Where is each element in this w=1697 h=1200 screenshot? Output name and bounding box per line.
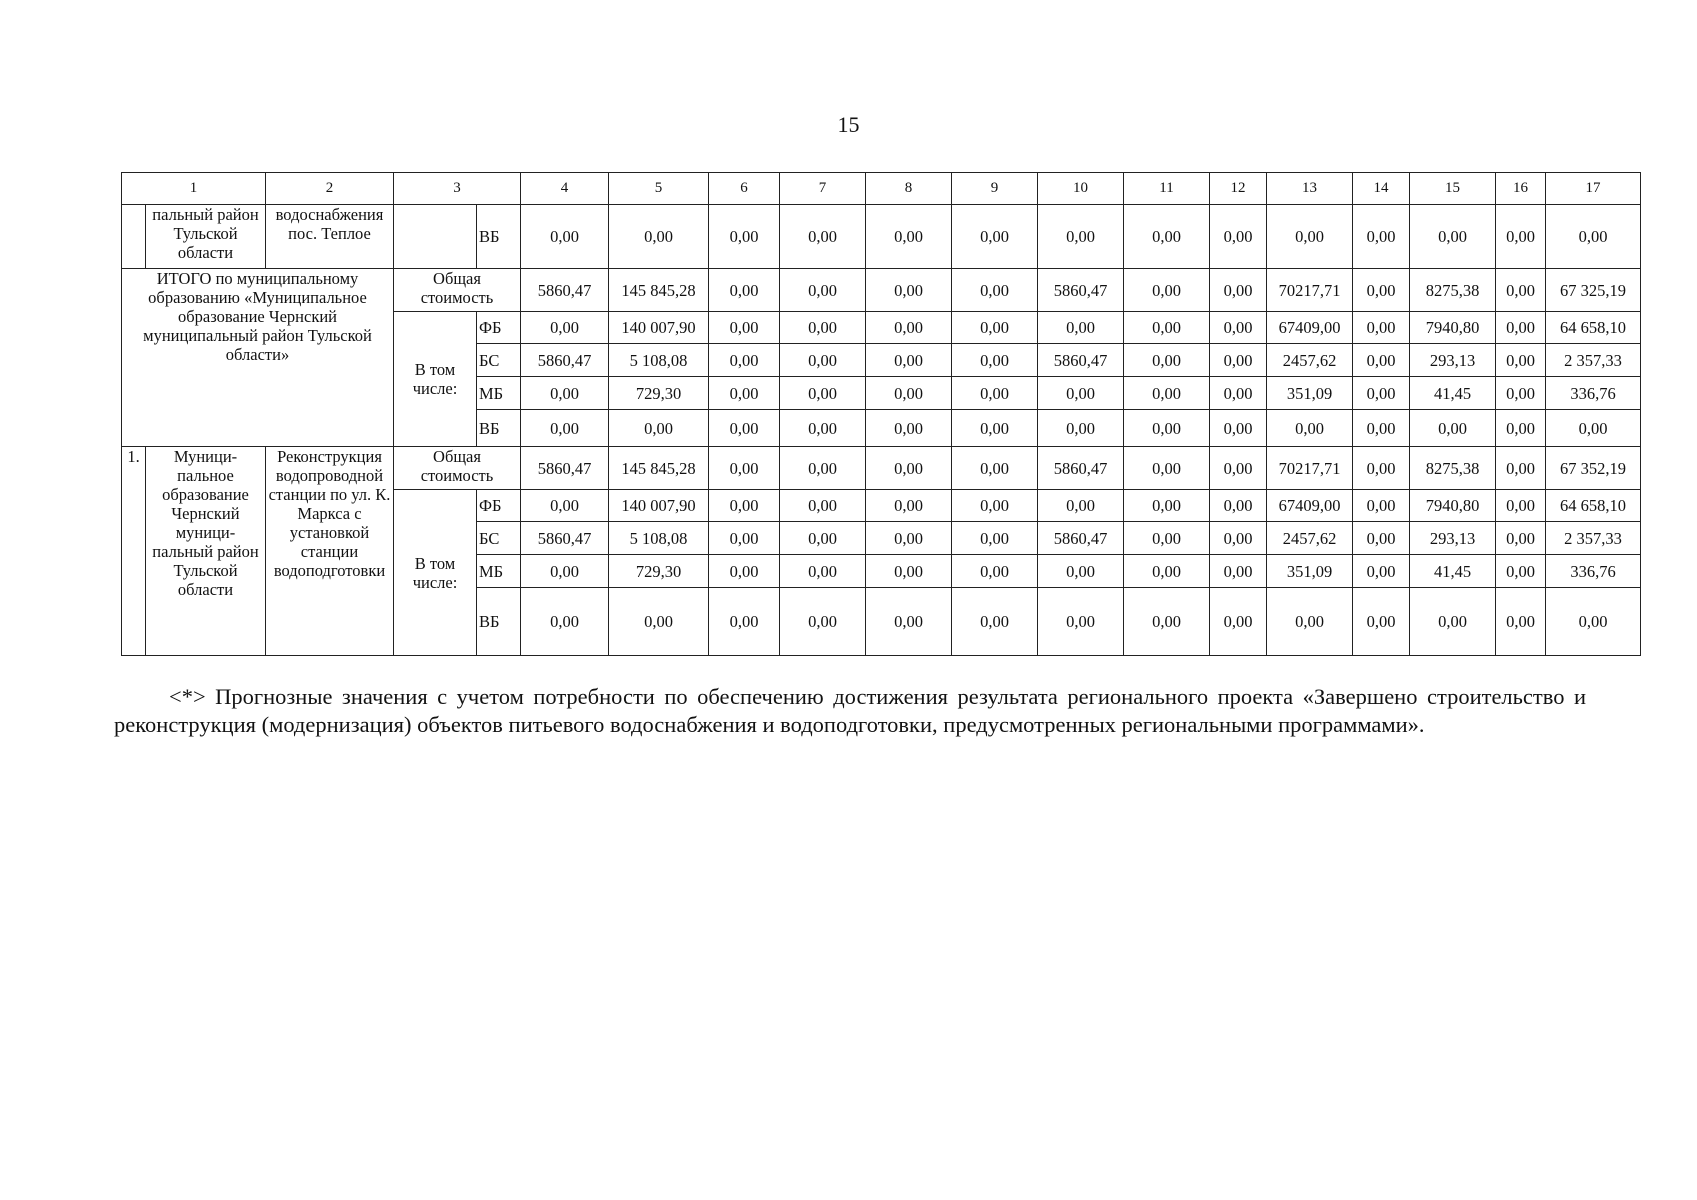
header-cell: 13 <box>1267 173 1353 205</box>
value-cell: 0,00 <box>1410 205 1496 269</box>
value-cell: 0,00 <box>609 205 709 269</box>
value-cell: 5860,47 <box>1038 522 1124 555</box>
value-cell: 0,00 <box>780 205 866 269</box>
value-cell: 0,00 <box>866 377 952 410</box>
header-cell: 7 <box>780 173 866 205</box>
value-cell: 0,00 <box>952 447 1038 490</box>
value-cell: 0,00 <box>521 555 609 588</box>
value-cell: 0,00 <box>1267 410 1353 447</box>
value-cell: 0,00 <box>1124 490 1210 522</box>
value-cell: 0,00 <box>1210 312 1267 344</box>
value-cell: 5860,47 <box>521 344 609 377</box>
value-cell: 0,00 <box>780 312 866 344</box>
value-cell: 0,00 <box>1496 490 1546 522</box>
source-cell: ВБ <box>477 588 521 656</box>
header-cell: 15 <box>1410 173 1496 205</box>
value-cell: 5860,47 <box>521 522 609 555</box>
value-cell: 5860,47 <box>1038 344 1124 377</box>
source-cell: ВБ <box>477 410 521 447</box>
table-row <box>122 447 1641 490</box>
object-cell: водоснабжения пос. Теплое <box>266 205 394 269</box>
value-cell: 0,00 <box>952 555 1038 588</box>
value-cell: 0,00 <box>1038 490 1124 522</box>
value-cell: 0,00 <box>1210 447 1267 490</box>
value-cell: 0,00 <box>1124 269 1210 312</box>
value-cell: 0,00 <box>780 447 866 490</box>
header-cell: 9 <box>952 173 1038 205</box>
value-cell: 0,00 <box>1353 555 1410 588</box>
value-cell: 0,00 <box>709 344 780 377</box>
value-cell: 0,00 <box>952 377 1038 410</box>
header-cell: 2 <box>266 173 394 205</box>
value-cell: 0,00 <box>1496 344 1546 377</box>
value-cell: 2457,62 <box>1267 344 1353 377</box>
value-cell: 67 352,19 <box>1546 447 1641 490</box>
source-cell: ФБ <box>477 312 521 344</box>
value-cell: 0,00 <box>1124 555 1210 588</box>
value-cell: 0,00 <box>780 490 866 522</box>
value-cell: 0,00 <box>1546 205 1641 269</box>
value-cell: 8275,38 <box>1410 269 1496 312</box>
value-cell: 0,00 <box>1124 447 1210 490</box>
value-cell: 0,00 <box>866 522 952 555</box>
value-cell: 0,00 <box>1353 522 1410 555</box>
value-cell: 0,00 <box>952 522 1038 555</box>
header-cell: 6 <box>709 173 780 205</box>
value-cell: 0,00 <box>1124 312 1210 344</box>
value-cell: 5860,47 <box>1038 269 1124 312</box>
value-cell: 0,00 <box>1210 344 1267 377</box>
header-cell: 1 <box>122 173 266 205</box>
value-cell: 0,00 <box>1496 269 1546 312</box>
value-cell: 0,00 <box>609 410 709 447</box>
value-cell: 0,00 <box>1210 555 1267 588</box>
value-cell: 0,00 <box>1038 205 1124 269</box>
value-cell: 0,00 <box>521 588 609 656</box>
value-cell: 0,00 <box>1496 410 1546 447</box>
value-cell: 0,00 <box>780 377 866 410</box>
value-cell: 0,00 <box>709 555 780 588</box>
value-cell: 0,00 <box>1353 205 1410 269</box>
value-cell: 336,76 <box>1546 377 1641 410</box>
source-cell: ВБ <box>477 205 521 269</box>
value-cell: 0,00 <box>1353 588 1410 656</box>
value-cell: 0,00 <box>1410 588 1496 656</box>
value-cell: 145 845,28 <box>609 447 709 490</box>
value-cell: 0,00 <box>1124 205 1210 269</box>
header-cell: 3 <box>394 173 521 205</box>
value-cell: 0,00 <box>866 344 952 377</box>
municipality-cell: Муници-пальное образование Чернский муници-пальный район Тульской области <box>146 447 266 656</box>
header-cell: 8 <box>866 173 952 205</box>
total-label-cell: Общая стоимость <box>394 447 521 490</box>
table-row <box>122 205 1641 269</box>
value-cell: 293,13 <box>1410 344 1496 377</box>
including-label-cell: В том числе: <box>394 490 477 656</box>
value-cell: 5860,47 <box>1038 447 1124 490</box>
page-number: 15 <box>837 112 860 137</box>
value-cell: 0,00 <box>1038 555 1124 588</box>
value-cell: 0,00 <box>1038 588 1124 656</box>
value-cell: 0,00 <box>866 490 952 522</box>
value-cell: 0,00 <box>952 410 1038 447</box>
value-cell: 0,00 <box>1496 555 1546 588</box>
value-cell: 351,09 <box>1267 555 1353 588</box>
object-cell: Реконструкция водопроводной станции по ул. К. Маркса с установкой станции водоподготовки <box>266 447 394 656</box>
financing-table <box>121 172 1641 656</box>
value-cell: 0,00 <box>780 269 866 312</box>
value-cell: 0,00 <box>1210 588 1267 656</box>
value-cell: 0,00 <box>1353 269 1410 312</box>
value-cell: 2457,62 <box>1267 522 1353 555</box>
value-cell: 0,00 <box>1210 410 1267 447</box>
value-cell: 0,00 <box>709 269 780 312</box>
empty-cell <box>394 205 477 269</box>
value-cell: 67 325,19 <box>1546 269 1641 312</box>
value-cell: 41,45 <box>1410 377 1496 410</box>
header-row <box>122 173 1641 205</box>
value-cell: 336,76 <box>1546 555 1641 588</box>
value-cell: 0,00 <box>1353 447 1410 490</box>
value-cell: 0,00 <box>1210 377 1267 410</box>
value-cell: 0,00 <box>1353 490 1410 522</box>
value-cell: 0,00 <box>1124 344 1210 377</box>
header-cell: 17 <box>1546 173 1641 205</box>
value-cell: 70217,71 <box>1267 447 1353 490</box>
value-cell: 0,00 <box>1496 588 1546 656</box>
value-cell: 0,00 <box>709 410 780 447</box>
source-cell: БС <box>477 522 521 555</box>
value-cell: 0,00 <box>709 377 780 410</box>
row-number-cell: 1. <box>122 447 146 656</box>
table-row <box>122 269 1641 312</box>
value-cell: 0,00 <box>709 447 780 490</box>
value-cell: 0,00 <box>1496 312 1546 344</box>
footnote: <*> Прогнозные значения с учетом потребности по обеспечению достижения результата регионального проекта «Завершено строительство и реконструкция (модернизация) объектов питьевого водоснабжения и водоподготовки, предусмотренных региональными программами». <box>114 684 1586 737</box>
header-cell: 14 <box>1353 173 1410 205</box>
value-cell: 0,00 <box>521 312 609 344</box>
value-cell: 2 357,33 <box>1546 522 1641 555</box>
value-cell: 0,00 <box>1496 447 1546 490</box>
value-cell: 0,00 <box>709 522 780 555</box>
value-cell: 0,00 <box>866 410 952 447</box>
value-cell: 351,09 <box>1267 377 1353 410</box>
source-cell: ФБ <box>477 490 521 522</box>
header-cell: 11 <box>1124 173 1210 205</box>
value-cell: 0,00 <box>709 205 780 269</box>
value-cell: 0,00 <box>521 205 609 269</box>
value-cell: 140 007,90 <box>609 312 709 344</box>
including-label-cell: В том числе: <box>394 312 477 447</box>
value-cell: 5 108,08 <box>609 344 709 377</box>
header-cell: 16 <box>1496 173 1546 205</box>
value-cell: 0,00 <box>521 377 609 410</box>
value-cell: 0,00 <box>952 205 1038 269</box>
value-cell: 0,00 <box>952 344 1038 377</box>
value-cell: 0,00 <box>609 588 709 656</box>
value-cell: 140 007,90 <box>609 490 709 522</box>
value-cell: 145 845,28 <box>609 269 709 312</box>
value-cell: 0,00 <box>1496 377 1546 410</box>
value-cell: 70217,71 <box>1267 269 1353 312</box>
value-cell: 2 357,33 <box>1546 344 1641 377</box>
value-cell: 0,00 <box>521 490 609 522</box>
value-cell: 0,00 <box>866 588 952 656</box>
header-cell: 5 <box>609 173 709 205</box>
value-cell: 0,00 <box>1210 205 1267 269</box>
value-cell: 0,00 <box>1124 522 1210 555</box>
value-cell: 64 658,10 <box>1546 312 1641 344</box>
value-cell: 0,00 <box>1210 522 1267 555</box>
value-cell: 0,00 <box>709 490 780 522</box>
value-cell: 7940,80 <box>1410 312 1496 344</box>
value-cell: 729,30 <box>609 555 709 588</box>
value-cell: 0,00 <box>1267 588 1353 656</box>
value-cell: 67409,00 <box>1267 312 1353 344</box>
value-cell: 0,00 <box>1124 410 1210 447</box>
value-cell: 0,00 <box>1038 377 1124 410</box>
total-label-cell: Общая стоимость <box>394 269 521 312</box>
value-cell: 0,00 <box>866 447 952 490</box>
value-cell: 5860,47 <box>521 447 609 490</box>
municipality-cell: пальный район Тульской области <box>146 205 266 269</box>
source-cell: МБ <box>477 377 521 410</box>
value-cell: 0,00 <box>952 269 1038 312</box>
value-cell: 0,00 <box>521 410 609 447</box>
value-cell: 7940,80 <box>1410 490 1496 522</box>
value-cell: 0,00 <box>952 312 1038 344</box>
value-cell: 67409,00 <box>1267 490 1353 522</box>
row-number-cell <box>122 205 146 269</box>
value-cell: 0,00 <box>866 555 952 588</box>
source-cell: МБ <box>477 555 521 588</box>
value-cell: 0,00 <box>1353 377 1410 410</box>
value-cell: 0,00 <box>780 522 866 555</box>
value-cell: 0,00 <box>952 490 1038 522</box>
value-cell: 0,00 <box>1546 588 1641 656</box>
value-cell: 5860,47 <box>521 269 609 312</box>
value-cell: 5 108,08 <box>609 522 709 555</box>
value-cell: 0,00 <box>1210 269 1267 312</box>
value-cell: 0,00 <box>709 312 780 344</box>
value-cell: 0,00 <box>780 344 866 377</box>
value-cell: 0,00 <box>866 312 952 344</box>
value-cell: 0,00 <box>1496 522 1546 555</box>
value-cell: 0,00 <box>709 588 780 656</box>
value-cell: 0,00 <box>866 205 952 269</box>
value-cell: 0,00 <box>780 410 866 447</box>
value-cell: 0,00 <box>866 269 952 312</box>
value-cell: 0,00 <box>952 588 1038 656</box>
value-cell: 729,30 <box>609 377 709 410</box>
header-cell: 10 <box>1038 173 1124 205</box>
value-cell: 64 658,10 <box>1546 490 1641 522</box>
value-cell: 0,00 <box>1546 410 1641 447</box>
value-cell: 8275,38 <box>1410 447 1496 490</box>
value-cell: 0,00 <box>1353 344 1410 377</box>
value-cell: 0,00 <box>1210 490 1267 522</box>
value-cell: 0,00 <box>780 588 866 656</box>
value-cell: 0,00 <box>1038 410 1124 447</box>
value-cell: 0,00 <box>1038 312 1124 344</box>
value-cell: 0,00 <box>1410 410 1496 447</box>
value-cell: 0,00 <box>1353 312 1410 344</box>
header-cell: 4 <box>521 173 609 205</box>
value-cell: 0,00 <box>1353 410 1410 447</box>
value-cell: 293,13 <box>1410 522 1496 555</box>
value-cell: 41,45 <box>1410 555 1496 588</box>
value-cell: 0,00 <box>780 555 866 588</box>
header-cell: 12 <box>1210 173 1267 205</box>
value-cell: 0,00 <box>1267 205 1353 269</box>
value-cell: 0,00 <box>1496 205 1546 269</box>
value-cell: 0,00 <box>1124 377 1210 410</box>
value-cell: 0,00 <box>1124 588 1210 656</box>
itogo-label-cell: ИТОГО по муниципальному образованию «Муниципальное образование Чернский муниципальный район Тульской области» <box>122 269 394 447</box>
source-cell: БС <box>477 344 521 377</box>
